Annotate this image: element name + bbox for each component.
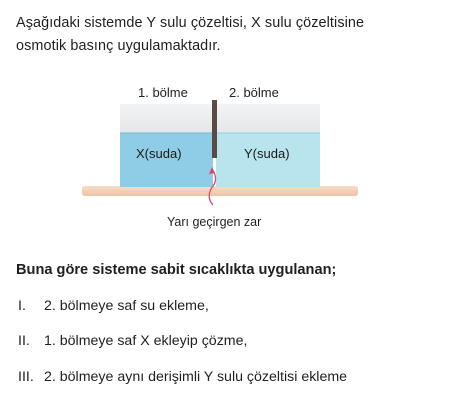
membrane xyxy=(212,100,217,158)
intro-line-1: Aşağıdaki sistemde Y sulu çözeltisi, X sulu çözeltisine xyxy=(16,15,365,31)
option-number: I. xyxy=(18,298,26,314)
option-number: III. xyxy=(18,369,34,385)
option-text: 2. bölmeye aynı derişimli Y sulu çözeltisi ekleme xyxy=(44,369,348,385)
right-compartment-label: 2. bölme xyxy=(229,85,279,100)
option-item-1 xyxy=(18,296,209,316)
container-glass xyxy=(120,104,320,134)
option-item-3 xyxy=(18,367,347,387)
option-number: II. xyxy=(18,333,30,349)
left-solution-label: X(suda) xyxy=(136,146,182,161)
question-text: Buna göre sisteme sabit sıcaklıkta uygulanan; xyxy=(16,262,337,278)
base-platform xyxy=(82,186,358,196)
membrane-label: Yarı geçirgen zar xyxy=(167,215,262,229)
option-text: 2. bölmeye saf su ekleme, xyxy=(44,298,209,314)
option-item-2 xyxy=(18,331,247,351)
intro-line-2: osmotik basınç uygulamaktadır. xyxy=(16,38,221,54)
option-text: 1. bölmeye saf X ekleyip çözme, xyxy=(44,333,248,349)
right-solution-label: Y(suda) xyxy=(244,146,290,161)
left-compartment-label: 1. bölme xyxy=(138,85,188,100)
